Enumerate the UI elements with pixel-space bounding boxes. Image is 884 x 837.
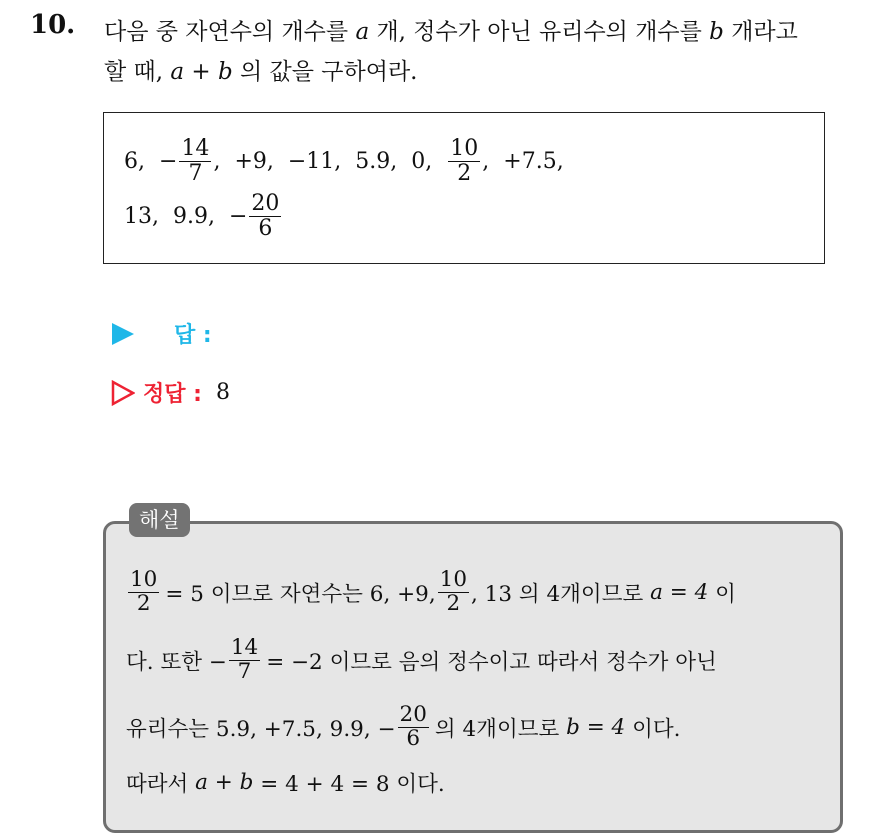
- numbers-row-2: 13, 9.9, − $\frac{20}{6}$: [124, 191, 280, 241]
- answer-row: [112, 318, 212, 349]
- play-icon: [112, 323, 134, 345]
- correct-answer-row: [111, 377, 230, 408]
- question-number: 10.: [30, 10, 76, 40]
- explanation-tag: 해설: [129, 503, 190, 537]
- answer-label: 답 :: [174, 323, 212, 348]
- fraction: $\frac{14}{7}$: [181, 136, 210, 186]
- numbers-row-1: 6, − $\frac{14}{7}$ , +9, −11, 5.9, 0, $\frac{10}{2}$ , +7.5,: [124, 136, 564, 186]
- outline-triangle-icon: [111, 380, 135, 406]
- explanation-line-1: $\frac{10}{2}$ = 5 이므로 자연수는 6, +9, $\frac{10}{2}$ , 13 의 4개이므로 a = 4 이: [130, 566, 736, 616]
- correct-answer-value: 8: [215, 380, 230, 405]
- fraction: $\frac{10}{2}$: [450, 136, 479, 186]
- question-text: 다음 중 자연수의 개수를 a 개, 정수가 아닌 유리수의 개수를 b 개라고 할 때, a + b 의 값을 구하여라.: [104, 19, 798, 85]
- explanation-line-2: 다. 또한 − $\frac{14}{7}$ = −2 이므로 음의 정수이고 따라서 정수가 아닌: [126, 634, 717, 684]
- explanation-line-4: 따라서 a + b = 4 + 4 = 8 이다.: [126, 769, 445, 797]
- fraction: $\frac{20}{6}$: [251, 191, 280, 241]
- explanation-line-3: 유리수는 5.9, +7.5, 9.9, − $\frac{20}{6}$ 의 4개이므로 b = 4 이다.: [126, 701, 681, 751]
- correct-answer-label: 정답 :: [143, 382, 202, 407]
